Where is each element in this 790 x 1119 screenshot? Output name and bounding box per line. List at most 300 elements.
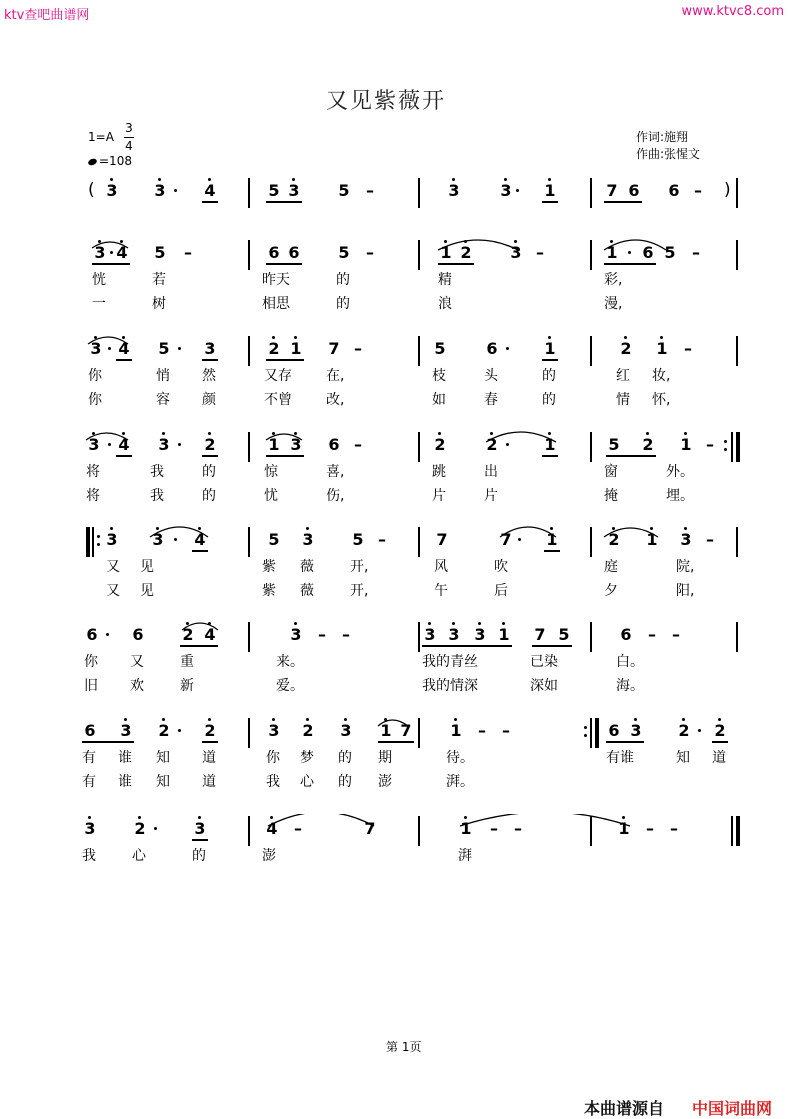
note: 7 xyxy=(364,819,376,838)
high-octave-dot xyxy=(514,240,517,243)
dash: – xyxy=(646,819,654,838)
high-octave-dot xyxy=(122,336,125,339)
lyric-verse-2: 深如 xyxy=(530,678,558,694)
score-line-2 xyxy=(0,238,790,328)
barline xyxy=(248,336,250,366)
note: 6 xyxy=(132,625,144,644)
note: 1 xyxy=(618,819,630,838)
note: 1 xyxy=(380,721,392,740)
lyric-verse-1: 庭 xyxy=(604,559,618,575)
lyric-verse-1: 窗 xyxy=(604,464,618,480)
note: 3 xyxy=(152,530,164,549)
repeat-dot xyxy=(97,543,100,546)
notes-row xyxy=(0,620,790,652)
lyric-verse-2: 谁 xyxy=(118,774,132,790)
lyric-verse-2: 埋。 xyxy=(666,488,694,504)
page-number: 第 1页 xyxy=(386,1040,422,1054)
underline xyxy=(82,741,134,743)
lyric-verse-1: 恍 xyxy=(92,272,106,288)
barline xyxy=(248,527,250,557)
augmentation-dot xyxy=(506,443,509,446)
lyric-verse-1: 我的青丝 xyxy=(422,654,478,670)
dash: – xyxy=(692,243,700,262)
dash: – xyxy=(378,530,386,549)
high-octave-dot xyxy=(454,718,457,721)
underline xyxy=(542,455,558,457)
high-octave-dot xyxy=(92,432,95,435)
repeat-dot xyxy=(584,734,587,737)
lyric-verse-1: 跳 xyxy=(432,464,446,480)
lyric-verse-2: 我 xyxy=(266,774,280,790)
high-octave-dot xyxy=(622,816,625,819)
note: 6 xyxy=(328,435,340,454)
repeat-end-thick-bar xyxy=(595,718,599,748)
augmentation-dot xyxy=(106,633,109,636)
note: 2 xyxy=(158,721,170,740)
lyric-verse-1: 湃 xyxy=(458,848,472,864)
lyric-verse-2: 湃。 xyxy=(446,774,474,790)
repeat-start-thin-bar xyxy=(92,527,94,557)
high-octave-dot xyxy=(464,816,467,819)
dash: – xyxy=(366,181,374,200)
lyric-verse-2: 有 xyxy=(82,774,96,790)
note: 3 xyxy=(290,625,302,644)
note: 3 xyxy=(88,435,100,454)
high-octave-dot xyxy=(122,432,125,435)
barline xyxy=(590,816,592,846)
lyric-verse-1: 妆, xyxy=(652,368,671,384)
high-octave-dot xyxy=(478,622,481,625)
barline xyxy=(590,622,592,652)
barline xyxy=(248,816,250,846)
notes-row xyxy=(0,334,790,366)
lyric-verse-2: 怀, xyxy=(652,392,671,408)
footer-source-site: 中国词曲网 xyxy=(692,1099,773,1118)
note: 5 xyxy=(154,243,166,262)
high-octave-dot xyxy=(452,622,455,625)
dash: – xyxy=(354,435,362,454)
dash: – xyxy=(684,339,692,358)
lyric-verse-1: 喜, xyxy=(326,464,345,480)
barline xyxy=(736,240,738,270)
high-octave-dot xyxy=(292,178,295,181)
high-octave-dot xyxy=(272,718,275,721)
note: 2 xyxy=(714,721,726,740)
high-octave-dot xyxy=(158,178,161,181)
note: 2 xyxy=(134,819,146,838)
high-octave-dot xyxy=(186,622,189,625)
dash: – xyxy=(536,243,544,262)
underline xyxy=(116,455,132,457)
lyric-verse-2: 改, xyxy=(326,392,345,408)
note: 2 xyxy=(204,721,216,740)
repeat-end-thick-bar xyxy=(736,432,740,462)
note: 6 xyxy=(288,243,300,262)
augmentation-dot xyxy=(516,189,519,192)
note: 5 xyxy=(158,339,170,358)
note: 6 xyxy=(86,625,98,644)
note: 4 xyxy=(204,181,216,200)
lyric-verse-1: 我 xyxy=(150,464,164,480)
note: 3 xyxy=(630,721,642,740)
note: 3 xyxy=(106,181,118,200)
underline xyxy=(116,359,132,361)
lyric-verse-1: 你 xyxy=(84,654,98,670)
lyric-verse-2: 春 xyxy=(484,392,498,408)
note: 3 xyxy=(290,435,302,454)
note: 5 xyxy=(558,625,570,644)
lyric-verse-1: 的 xyxy=(192,848,206,864)
high-octave-dot xyxy=(504,178,507,181)
lyric-verse-2: 片 xyxy=(484,488,498,504)
lyric-verse-2: 的 xyxy=(542,392,556,408)
barline xyxy=(418,527,420,557)
underline xyxy=(266,263,302,265)
note: 5 xyxy=(338,243,350,262)
lyric-verse-2: 薇 xyxy=(300,583,314,599)
lyric-verse-1: 将 xyxy=(86,464,100,480)
lyric-verse-2: 旧 xyxy=(84,678,98,694)
lyric-verse-2: 漫, xyxy=(604,296,623,312)
note: 6 xyxy=(642,243,654,262)
dash: – xyxy=(478,721,486,740)
underline xyxy=(542,359,558,361)
lyric-verse-1: 知 xyxy=(676,750,690,766)
note: 1 xyxy=(268,435,280,454)
lyric-verse-1: 彩, xyxy=(604,272,623,288)
lyric-verse-2: 欢 xyxy=(130,678,144,694)
score-line-7 xyxy=(0,716,790,806)
high-octave-dot xyxy=(612,527,615,530)
lyric-verse-1: 又存 xyxy=(264,368,292,384)
notes-row xyxy=(0,238,790,270)
quarter-note-icon xyxy=(87,158,98,167)
high-octave-dot xyxy=(272,336,275,339)
lyric-verse-1: 白。 xyxy=(616,654,644,670)
high-octave-dot xyxy=(548,432,551,435)
time-signature-rule xyxy=(124,137,134,138)
lyric-verse-1: 又 xyxy=(130,654,144,670)
high-octave-dot xyxy=(110,527,113,530)
high-octave-dot xyxy=(272,432,275,435)
underline xyxy=(378,741,414,743)
underline xyxy=(202,455,218,457)
note: 2 xyxy=(268,339,280,358)
high-octave-dot xyxy=(198,527,201,530)
barline xyxy=(590,336,592,366)
high-octave-dot xyxy=(660,336,663,339)
note: 3 xyxy=(448,625,460,644)
augmentation-dot xyxy=(108,347,111,350)
lyric-verse-1: 精 xyxy=(438,272,452,288)
note: 4 xyxy=(204,625,216,644)
high-octave-dot xyxy=(624,336,627,339)
underline xyxy=(712,741,728,743)
barline xyxy=(590,240,592,270)
high-octave-dot xyxy=(120,240,123,243)
high-octave-dot xyxy=(156,527,159,530)
underline xyxy=(202,741,218,743)
notes-row xyxy=(0,716,790,748)
high-octave-dot xyxy=(94,336,97,339)
augmentation-dot xyxy=(506,347,509,350)
repeat-dot xyxy=(584,726,587,729)
final-thin-bar xyxy=(731,816,733,846)
lyric-verse-1: 头 xyxy=(484,368,498,384)
composer-credit: 作曲:张惺文 xyxy=(636,147,701,161)
high-octave-dot xyxy=(502,622,505,625)
high-octave-dot xyxy=(270,816,273,819)
note: 7 xyxy=(606,181,618,200)
note: 3 xyxy=(424,625,436,644)
lyric-verse-1: 梦 xyxy=(300,750,314,766)
lyric-verse-1: 见 xyxy=(140,559,154,575)
augmentation-dot xyxy=(518,538,521,541)
note: 6 xyxy=(84,721,96,740)
barline xyxy=(590,432,592,462)
note: 3 xyxy=(158,435,170,454)
lyric-verse-1: 吹 xyxy=(494,559,508,575)
high-octave-dot xyxy=(294,622,297,625)
song-title: 又见紫薇开 xyxy=(326,89,447,114)
dash: – xyxy=(354,339,362,358)
lyric-verse-2: 的 xyxy=(338,774,352,790)
lyric-verse-2: 一 xyxy=(92,296,106,312)
lyric-verse-1: 薇 xyxy=(300,559,314,575)
lyric-verse-2: 澎 xyxy=(378,774,392,790)
note: 2 xyxy=(434,435,446,454)
barline xyxy=(418,336,420,366)
lyric-verse-1: 院, xyxy=(676,559,695,575)
augmentation-dot xyxy=(174,538,177,541)
high-octave-dot xyxy=(428,622,431,625)
lyric-verse-2: 道 xyxy=(202,774,216,790)
lyric-verse-1: 红 xyxy=(616,368,630,384)
close-paren: ) xyxy=(724,180,731,200)
score-line-3 xyxy=(0,334,790,424)
underline xyxy=(180,645,218,647)
barline xyxy=(248,718,250,748)
dash: – xyxy=(670,819,678,838)
lyric-verse-2: 开, xyxy=(350,583,369,599)
lyric-verse-1: 的 xyxy=(542,368,556,384)
augmentation-dot xyxy=(178,347,181,350)
lyric-verse-1: 澎 xyxy=(262,848,276,864)
lyric-verse-2: 后 xyxy=(494,583,508,599)
lyric-verse-2: 颜 xyxy=(202,392,216,408)
lyric-verse-1: 昨天 xyxy=(262,272,290,288)
note: 7 xyxy=(500,530,512,549)
lyric-verse-1: 出 xyxy=(484,464,498,480)
high-octave-dot xyxy=(384,718,387,721)
note: 3 xyxy=(288,181,300,200)
note: 2 xyxy=(204,435,216,454)
repeat-end-thin-bar xyxy=(731,432,733,462)
note: 2 xyxy=(620,339,632,358)
lyricist-credit: 作词:施翔 xyxy=(636,130,689,144)
lyric-verse-1: 期 xyxy=(378,750,392,766)
lyric-verse-1: 你 xyxy=(266,750,280,766)
lyric-verse-2: 午 xyxy=(434,583,448,599)
watermark-right: www.ktvc8.com xyxy=(681,4,784,19)
augmentation-dot xyxy=(178,443,181,446)
lyric-verse-1: 有 xyxy=(82,750,96,766)
note: 6 xyxy=(268,243,280,262)
underline xyxy=(422,645,512,647)
note: 3 xyxy=(90,339,102,358)
lyric-verse-2: 忧 xyxy=(264,488,278,504)
dash: – xyxy=(294,819,302,838)
notes-row xyxy=(0,176,790,208)
note: 1 xyxy=(656,339,668,358)
note: 3 xyxy=(510,243,522,262)
underline xyxy=(266,359,304,361)
dash: – xyxy=(342,625,350,644)
lyric-verse-2: 相思 xyxy=(262,296,290,312)
note: 1 xyxy=(680,435,692,454)
note: 6 xyxy=(620,625,632,644)
high-octave-dot xyxy=(634,718,637,721)
high-octave-dot xyxy=(682,718,685,721)
lyric-verse-1: 知 xyxy=(156,750,170,766)
lyric-verse-2: 夕 xyxy=(604,583,618,599)
high-octave-dot xyxy=(550,527,553,530)
dash: – xyxy=(184,243,192,262)
dash: – xyxy=(490,819,498,838)
barline xyxy=(418,622,420,652)
underline xyxy=(542,201,558,203)
slur xyxy=(268,814,374,826)
note: 6 xyxy=(486,339,498,358)
note: 1 xyxy=(546,530,558,549)
note: 5 xyxy=(352,530,364,549)
high-octave-dot xyxy=(684,432,687,435)
note: 3 xyxy=(120,721,132,740)
note: 5 xyxy=(664,243,676,262)
note: 3 xyxy=(340,721,352,740)
lyric-verse-2: 片 xyxy=(432,488,446,504)
lyric-verse-2: 不曾 xyxy=(264,392,292,408)
high-octave-dot xyxy=(208,622,211,625)
barline xyxy=(736,527,738,557)
note: 6 xyxy=(628,181,640,200)
lyric-verse-1: 道 xyxy=(202,750,216,766)
barline xyxy=(590,527,592,557)
lyric-verse-2: 伤, xyxy=(326,488,345,504)
note: 1 xyxy=(606,243,618,262)
note: 3 xyxy=(106,530,118,549)
note: 3 xyxy=(204,339,216,358)
high-octave-dot xyxy=(306,527,309,530)
note: 6 xyxy=(668,181,680,200)
barline xyxy=(736,178,738,208)
lyric-verse-2: 将 xyxy=(86,488,100,504)
note: 6 xyxy=(608,721,620,740)
dash: – xyxy=(366,243,374,262)
note: 7 xyxy=(436,530,448,549)
notes-row xyxy=(0,430,790,462)
dash: – xyxy=(648,625,656,644)
barline xyxy=(590,178,592,208)
high-octave-dot xyxy=(444,240,447,243)
note: 5 xyxy=(268,181,280,200)
high-octave-dot xyxy=(548,178,551,181)
high-octave-dot xyxy=(98,240,101,243)
open-paren: ( xyxy=(88,180,95,200)
high-octave-dot xyxy=(208,432,211,435)
note: 1 xyxy=(290,339,302,358)
underline xyxy=(192,550,208,552)
augmentation-dot xyxy=(178,729,181,732)
underline xyxy=(606,741,644,743)
high-octave-dot xyxy=(490,432,493,435)
score-line-8 xyxy=(0,814,790,904)
note: 3 xyxy=(302,530,314,549)
note: 1 xyxy=(450,721,462,740)
lyric-verse-2: 见 xyxy=(140,583,154,599)
note: 7 xyxy=(534,625,546,644)
lyric-verse-1: 风 xyxy=(434,559,448,575)
lyric-verse-2: 情 xyxy=(616,392,630,408)
lyric-verse-2: 知 xyxy=(156,774,170,790)
underline xyxy=(202,201,218,203)
high-octave-dot xyxy=(88,816,91,819)
note: 3 xyxy=(84,819,96,838)
barline xyxy=(418,718,420,748)
lyric-verse-2: 爱。 xyxy=(276,678,304,694)
note: 3 xyxy=(268,721,280,740)
lyric-verse-1: 的 xyxy=(336,272,350,288)
lyric-verse-1: 惊 xyxy=(264,464,278,480)
repeat-dot xyxy=(724,448,727,451)
lyric-verse-1: 心 xyxy=(132,848,146,864)
high-octave-dot xyxy=(464,240,467,243)
dash: – xyxy=(318,625,326,644)
note: 2 xyxy=(460,243,472,262)
lyric-verse-1: 你 xyxy=(88,368,102,384)
high-octave-dot xyxy=(684,527,687,530)
barline xyxy=(248,178,250,208)
note: 1 xyxy=(498,625,510,644)
note: 1 xyxy=(440,243,452,262)
note: 1 xyxy=(544,435,556,454)
note: 5 xyxy=(434,339,446,358)
final-thick-bar xyxy=(736,816,740,846)
note: 7 xyxy=(328,339,340,358)
underline xyxy=(266,201,302,203)
time-signature-bottom: 4 xyxy=(125,139,133,153)
note: 3 xyxy=(194,819,206,838)
note: 5 xyxy=(268,530,280,549)
augmentation-dot xyxy=(110,251,113,254)
barline xyxy=(248,432,250,462)
lyric-verse-1: 外。 xyxy=(666,464,694,480)
note: 4 xyxy=(116,243,128,262)
repeat-end-thin-bar xyxy=(590,718,592,748)
repeat-start-thick-bar xyxy=(86,527,90,557)
lyric-verse-1: 然 xyxy=(202,368,216,384)
lyric-verse-1: 来。 xyxy=(276,654,304,670)
underline xyxy=(532,645,572,647)
augmentation-dot xyxy=(698,729,701,732)
repeat-dot xyxy=(724,440,727,443)
note: 5 xyxy=(338,181,350,200)
note: 3 xyxy=(448,181,460,200)
lyric-verse-1: 悄 xyxy=(156,368,170,384)
high-octave-dot xyxy=(650,527,653,530)
note: 5 xyxy=(608,435,620,454)
lyric-verse-1: 枝 xyxy=(432,368,446,384)
